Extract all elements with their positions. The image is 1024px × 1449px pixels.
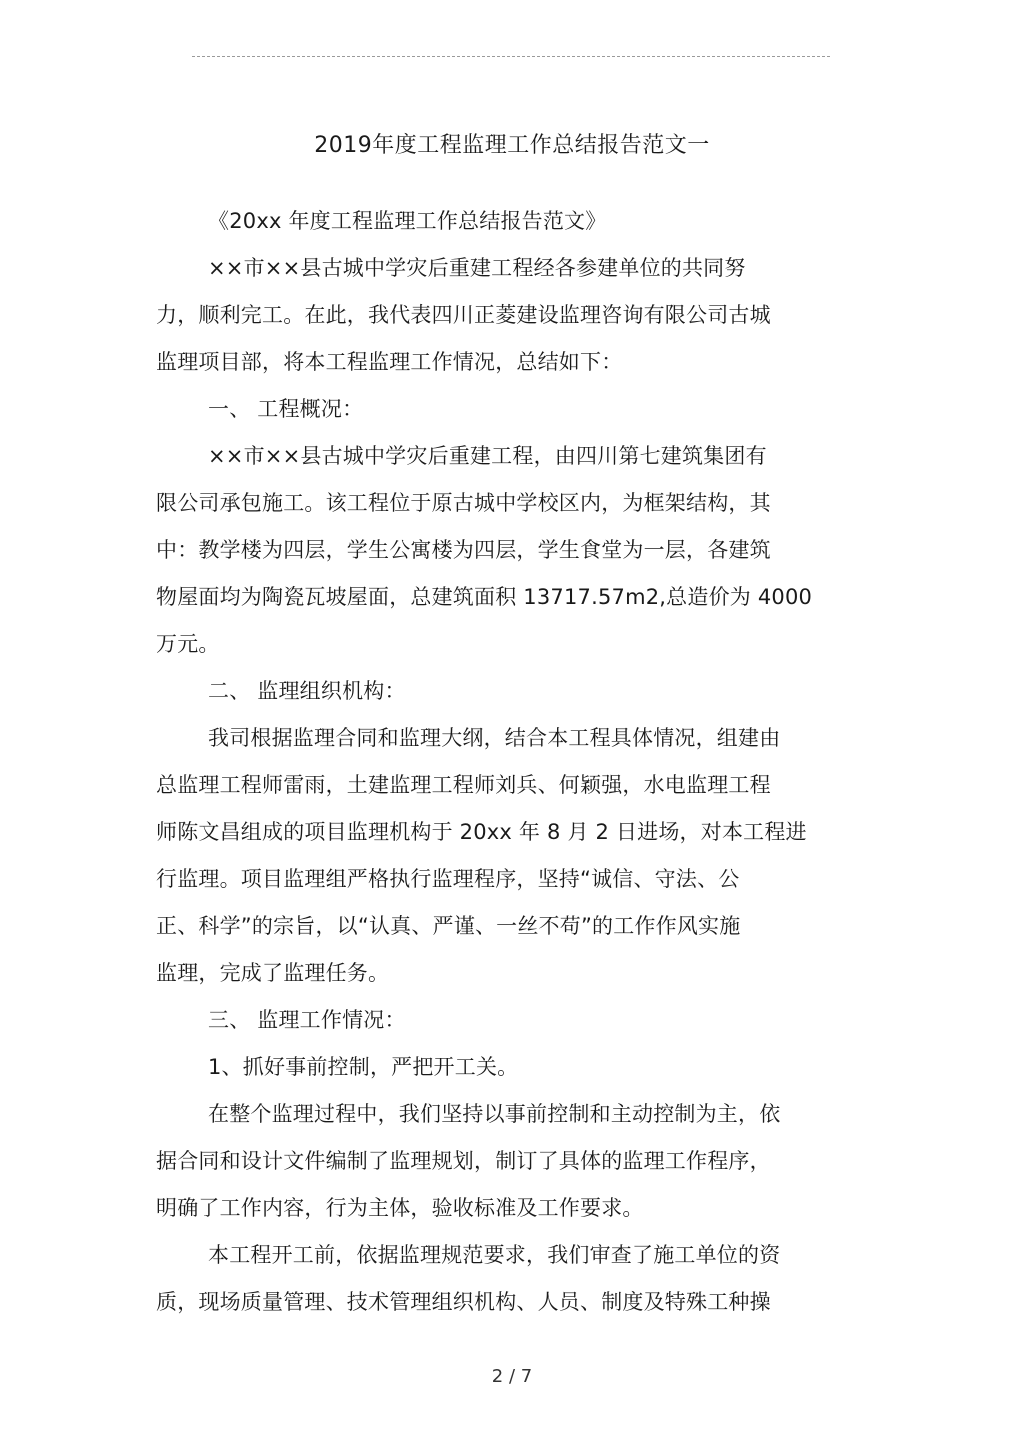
subsection-heading: 1、抓好事前控制，严把开工关。 [208, 1055, 519, 1079]
paragraph-line: 中：教学楼为四层，学生公寓楼为四层，学生食堂为一层，各建筑 [156, 538, 771, 562]
paragraph-line: 在整个监理过程中，我们坚持以事前控制和主动控制为主，依 [208, 1102, 781, 1126]
paragraph-line: 据合同和设计文件编制了监理规划，制订了具体的监理工作程序， [156, 1149, 771, 1173]
paragraph-line: 力，顺利完工。在此，我代表四川正菱建设监理咨询有限公司古城 [156, 303, 771, 327]
page-number: 2 / 7 [491, 1366, 533, 1387]
paragraph-line: 物屋面均为陶瓷瓦坡屋面，总建筑面积 13717.57m2,总造价为 4000 [156, 585, 813, 609]
paragraph-line: 万元。 [156, 632, 220, 656]
subtitle-line: 《20xx 年度工程监理工作总结报告范文》 [208, 209, 607, 233]
paragraph-line: 限公司承包施工。该工程位于原古城中学校区内，为框架结构，其 [156, 491, 771, 515]
paragraph-line: 质，现场质量管理、技术管理组织机构、人员、制度及特殊工种操 [156, 1290, 771, 1314]
paragraph-line: 总监理工程师雷雨，土建监理工程师刘兵、何颖强，水电监理工程 [156, 773, 771, 797]
section-heading: 三、 监理工作情况： [208, 1008, 406, 1032]
header-rule [192, 56, 830, 57]
section-heading: 一、 工程概况： [208, 397, 364, 421]
paragraph-line: 正、科学”的宗旨，以“认真、严谨、一丝不苟”的工作作风实施 [156, 914, 741, 938]
paragraph-line: ××市××县古城中学灾后重建工程经各参建单位的共同努 [208, 256, 746, 280]
paragraph-line: 明确了工作内容，行为主体，验收标准及工作要求。 [156, 1196, 644, 1220]
paragraph-line: 师陈文昌组成的项目监理机构于 20xx 年 8 月 2 日进场，对本工程进 [156, 820, 807, 844]
document-body [156, 198, 876, 1326]
document-title: 2019年度工程监理工作总结报告范文一 [314, 133, 710, 158]
paragraph-line: ××市××县古城中学灾后重建工程，由四川第七建筑集团有 [208, 444, 767, 468]
section-heading: 二、 监理组织机构： [208, 679, 406, 703]
paragraph-line: 本工程开工前，依据监理规范要求，我们审查了施工单位的资 [208, 1243, 781, 1267]
paragraph-line: 监理项目部，将本工程监理工作情况，总结如下： [156, 350, 623, 374]
paragraph-line: 监理，完成了监理任务。 [156, 961, 390, 985]
paragraph-line: 行监理。项目监理组严格执行监理程序，坚持“诚信、守法、公 [156, 867, 740, 891]
paragraph-line: 我司根据监理合同和监理大纲，结合本工程具体情况，组建由 [208, 726, 781, 750]
